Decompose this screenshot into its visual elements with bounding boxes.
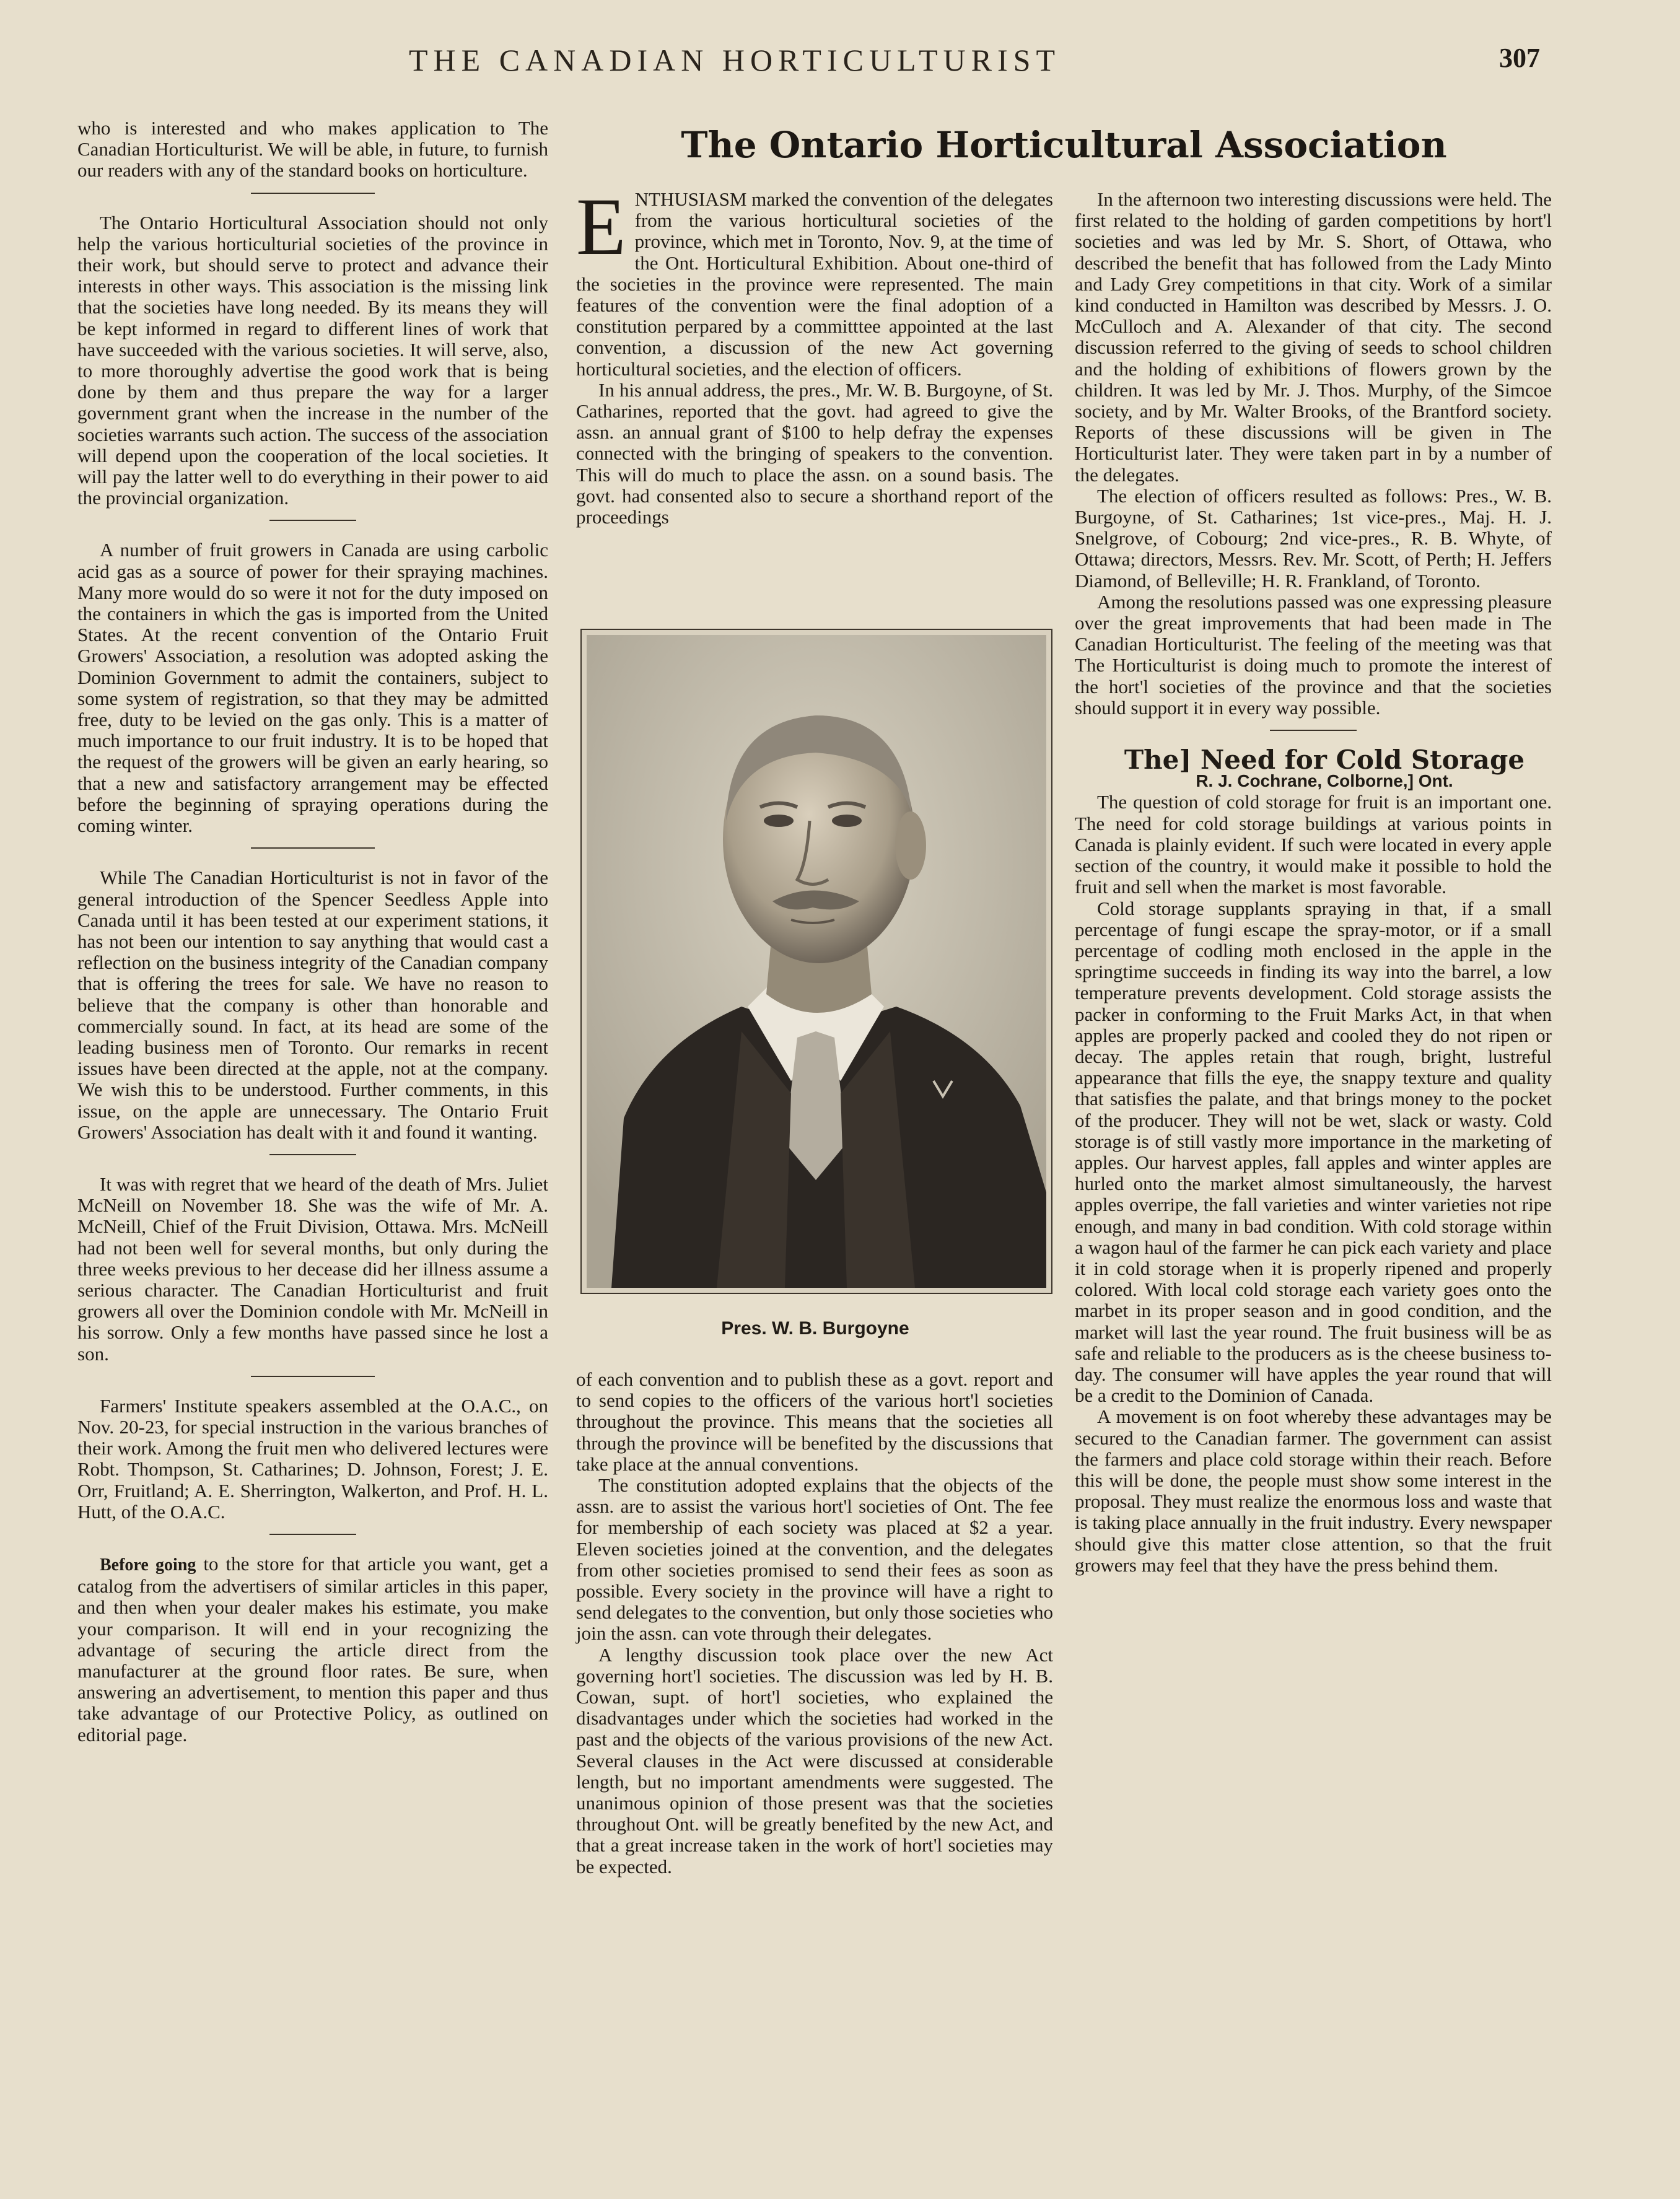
running-head	[0, 42, 1680, 79]
portrait-illustration	[587, 635, 1046, 1288]
journal-title: THE CANADIAN HORTICULTURIST	[409, 43, 1061, 77]
article-paragraph: Cold storage supplants spraying in that, if a small percentage of fungi escape the spray-motor, or if a small percentage of codling moth enclosed in the apple in the springtime succeeds in finding its way into the barrel, a low temperature prevents development. Cold storage assists the packer in conforming to the Fruit Marks Act, in that when apples are properly packed and cooled they do not ripen or decay. The apples retain that rough, bright, lustreful appearance that fills the eye, the snappy texture and quality that satisfies the palate, and that brings money to the pocket of the producer. They will not be wet, slack or wasty. Cold storage is of still vastly more importance in the marketing of apples. Our harvest apples, fall apples and winter apples are hurled onto the market almost simultaneously, the harvest apples overripe, the fall varieties and winter varieties not ripe enough, and many in bad condition. With cold storage within a wagon haul of the farmer he can pick each variety and place it in cold storage when it is properly ripened and properly colored. With local cold storage each variety goes onto the marbet in its proper season and in good condition, and the market will last the year round. The fruit business will be as safe and reliable to the producers as is the cheese business to-day. The consumer will have apples the year round that will be a credit to the Dominion of Canada.	[1075, 897, 1552, 1407]
editorial-column	[77, 118, 548, 1746]
divider	[251, 1376, 375, 1377]
article-paragraph: A lengthy discussion took place over the new Act governing hort'l societies. The discussion was led by H. B. Cowan, supt. of hort'l societies, who explained the disadvantages under which the societies had worked in the past and the objects of the various provisions of the new Act. Several clauses in the Act were discussed at considerable length, but no important amendments were suggested. The unanimous opinion of those present was that the societies throughout Ont. will be greatly benefited by the new Act, and that a great increase taken in the work of hort'l societies may be expected.	[576, 1643, 1053, 1878]
editorial-paragraph: Before going to the store for that article you want, get a catalog from the advertisers of similar articles in this paper, and then when your dealer makes his estimate, you make your comparison. It will end in your recognizing the advantage of securing the article direct from the manufacturer at the ground floor rates. Be sure, when answering an advertisement, to mention this paper and thus take advantage of our Protective Policy, as outlined on editorial page.	[77, 1552, 548, 1746]
article-headline: The Ontario Horticultural Association	[681, 124, 1447, 166]
divider	[269, 1154, 356, 1155]
article-column-right	[1075, 189, 1552, 1576]
article-paragraph: A movement is on foot whereby these advantages may be secured to the Canadian farmer. The government can assist the farmers and place cold storage within their reach. Before this will be done, the people must show some interest in the proposal. They must realize the enormous loss and waste that is taking place annually in the fruit industry. Every newspaper should give this matter close attention, so that the fruit growers may feel that they have the press behind them.	[1075, 1406, 1552, 1576]
article-column-middle	[576, 181, 1053, 528]
article-column-middle-bottom	[576, 1369, 1053, 1878]
article-paragraph: Among the resolutions passed was one expressing pleasure over the great improvements that had been made in The Canadian Horticulturist. The feeling of the meeting was that The Horticulturist is doing much to promote the interest of the hort'l societies of the province and that the societies should support it in every way possible.	[1075, 590, 1552, 719]
editorial-paragraph: While The Canadian Horticulturist is not in favor of the general introduction of the Spencer Seedless Apple into Canada until it has been tested at our experiment stations, it has not been our intention to say anything that would cast a reflection on the business integrity of the Canadian company that is offering the trees for sale. We have no reason to believe that the company is other than honorable and commercially sound. In fact, at its head are some of the leading business men of Toronto. Our remarks in recent issues have been directed at the apple, not at the company. We wish this to be understood. Further comments, in this issue, on the apple are unnecessary. The Ontario Fruit Growers' Association has dealt with it and found it wanting.	[77, 867, 548, 1143]
divider	[251, 847, 375, 849]
editorial-paragraph: Farmers' Institute speakers assembled at the O.A.C., on Nov. 20-23, for special instruction in the various branches of their work. Among the fruit men who delivered lectures were Robt. Thompson, St. Catharines; D. Johnson, Forest; J. E. Orr, Fruitland; A. E. Sherrington, Walkerton, and Prof. H. L. Hutt, of the O.A.C.	[77, 1394, 548, 1523]
editorial-paragraph: who is interested and who makes application to The Canadian Horticulturist. We will be able, in future, to furnish our readers with any of the standard books on horticulture.	[77, 117, 548, 181]
article-paragraph: ENTHUSIASM marked the convention of the delegates from the various horticultural societies of the province, which met in Toronto, Nov. 9, at the time of the Ont. Horticultural Exhibition. About one-third of the societies in the province were represented. The main features of the convention were the final adoption of a constitution perpared by a committtee appointed at the last convention, a discussion of the new Act governing horticultural societies, and the election of officers.	[576, 181, 1053, 380]
lead-in: Before going	[100, 1555, 196, 1575]
portrait-image	[587, 635, 1046, 1288]
editorial-paragraph: The Ontario Horticultural Association should not only help the various horticulturial societies of the province in their work, but should serve to protect and advance their interests in other ways. This association is the missing link that the societies have long needed. By its means they will be kept informed in regard to different lines of work that have succeeded with the various societies. It will serve, also, to more thoroughly advertise the good work that is being done by them and thus prepare the way for a larger government grant when the increase in the number of the societies warrants such action. The success of the association will depend upon the cooperation of the local societies. It will pay the latter well to do everything in their power to aid the provincial organization.	[77, 211, 548, 509]
article-paragraph: of each convention and to publish these as a govt. report and to send copies to the officers of the various hort'l societies throughout the province. This means that the societies all through the province will be benefited by the discussions that take place at the annual conventions.	[576, 1368, 1053, 1475]
article-paragraph: The election of officers resulted as follows: Pres., W. B. Burgoyne, of St. Catharines; 1st vice-pres., Maj. H. J. Snelgrove, of Cobourg; 2nd vice-pres., R. B. Whyte, of Ottawa; directors, Messrs. Rev. Mr. Scott, of Perth; H. Jeffers Diamond, of Belleville; H. R. Frankland, of Toronto.	[1075, 484, 1552, 592]
section-headline: The] Need for Cold Storage	[1124, 745, 1525, 776]
article-paragraph: The constitution adopted explains that the objects of the assn. are to assist the various hort'l societies of Ont. The fee for membership of each society was placed at $2 a year. Eleven societies joined at the convention, and the delegates from other societies promised to send their fees as soon as possible. Every society in the province will have a right to send delegates to the convention, but only those societies who join the assn. can vote through their delegates.	[576, 1474, 1053, 1645]
divider	[1270, 730, 1357, 731]
byline: R. J. Cochrane, Colborne,] Ont.	[1196, 771, 1453, 791]
divider	[269, 1534, 356, 1535]
drop-cap: E	[576, 181, 626, 272]
photo-caption: Pres. W. B. Burgoyne	[721, 1318, 909, 1339]
editorial-paragraph: It was with regret that we heard of the death of Mrs. Juliet McNeill on November 18. She was the wife of Mr. A. McNeill, Chief of the Fruit Division, Ottawa. Mrs. McNeill had not been well for several months, but only during the three weeks previous to her decease did her illness assume a serious character. The Canadian Horticulturist and fruit growers all over the Dominion condole with Mr. McNeill in his sorrow. Only a few months have passed since he lost a son.	[77, 1173, 548, 1365]
article-paragraph: In his annual address, the pres., Mr. W. B. Burgoyne, of St. Catharines, reported that the govt. had agreed to give the assn. an annual grant of $100 to help defray the expenses connected with the bringing of speakers to the convention. This will do much to place the assn. on a sound basis. The govt. had consented also to secure a shorthand report of the proceedings	[576, 378, 1053, 528]
editorial-paragraph: A number of fruit growers in Canada are using carbolic acid gas as a source of power for their spraying machines. Many more would do so were it not for the duty imposed on the containers in which the gas is imported from the United States. At the recent convention of the Ontario Fruit Growers' Association, a resolution was adopted asking the Dominion Government to admit the containers, subject to some system of registration, so that they may be admitted free, duty to be levied on the gas only. This is a matter of much importance to our fruit industry. It is to be hoped that the request of the growers will be given an early hearing, so that a new and satisfactory arrangement may be effected before the beginning of spraying operations during the coming winter.	[77, 539, 548, 837]
page-number: 307	[1499, 43, 1540, 73]
portrait-photo	[580, 629, 1052, 1294]
divider	[269, 520, 356, 521]
article-paragraph: In the afternoon two interesting discussions were held. The first related to the holding of garden competitions by hort'l societies and was led by Mr. S. Short, of Ottawa, who described the benefit that has followed from the Lady Minto and Lady Grey competitions in that city. Work of a similar kind conducted in Hamilton was described by Messrs. J. O. McCulloch and A. Alexander of that city. The second discussion referred to the giving of seeds to school children and the holding of exhibitions of flowers grown by the children. It was led by Mr. J. Thos. Murphy, of the Simcoe society, and by Mr. Walter Brooks, of the Brantford society. Reports of these discussions will be given in The Horticulturist later. They were taken part in by a number of the delegates.	[1075, 188, 1552, 486]
article-paragraph: The question of cold storage for fruit is an important one. The need for cold storage buildings at various points in Canada is plainly evident. If such were located in every apple section of the country, it would make it possible to hold the fruit and sell when the market is most favorable.	[1075, 791, 1552, 898]
divider	[251, 193, 375, 194]
